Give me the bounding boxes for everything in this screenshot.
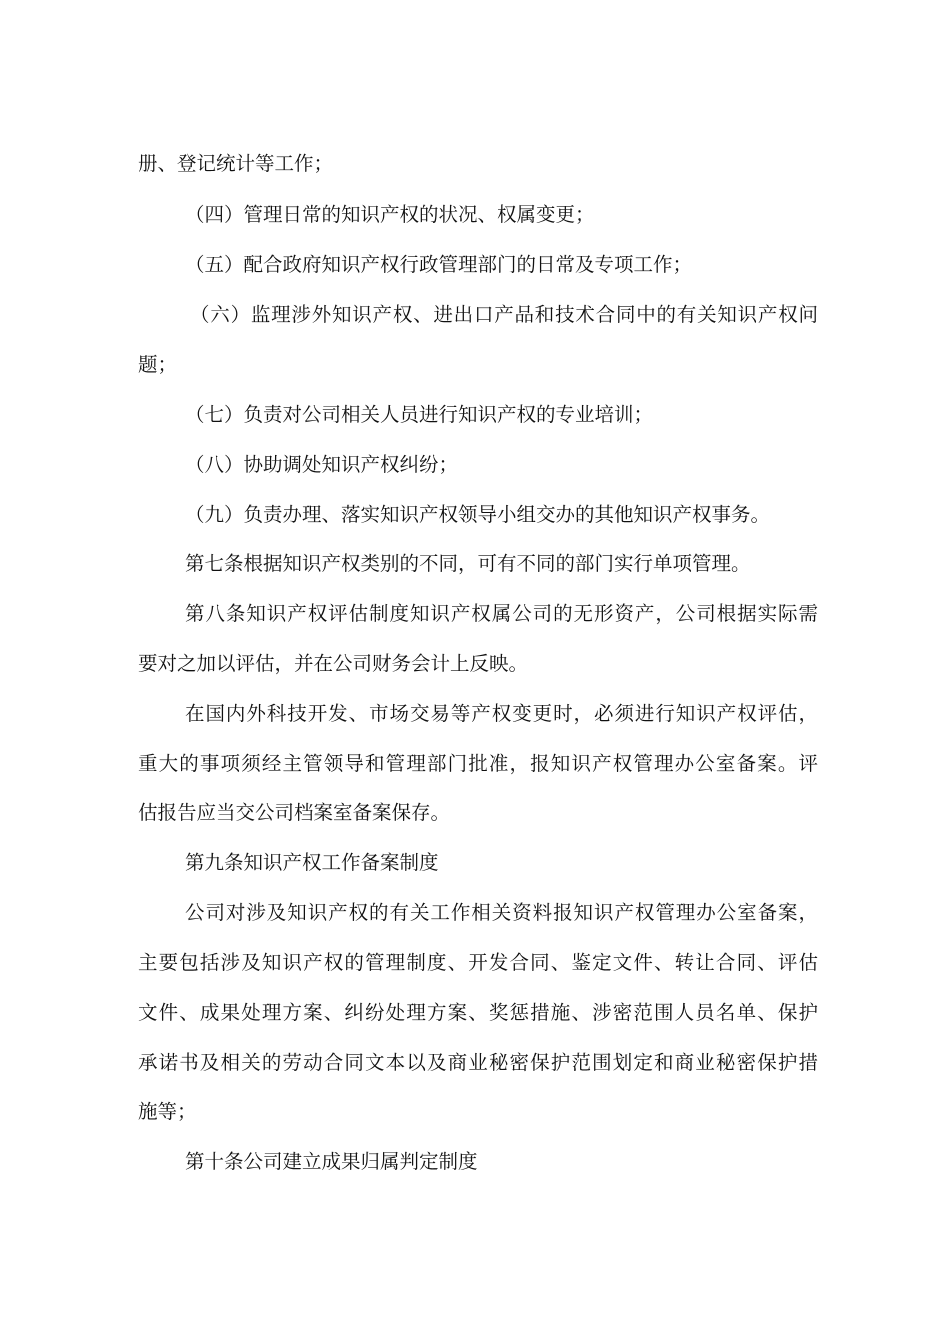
list-item-6: （六）监理涉外知识产权、进出口产品和技术合同中的有关知识产权问 <box>190 303 818 326</box>
paragraph-line: 主要包括涉及知识产权的管理制度、开发合同、鉴定文件、转让合同、评估 <box>138 951 818 974</box>
paragraph-line: 册、登记统计等工作； <box>138 152 334 175</box>
list-item-5: （五）配合政府知识产权行政管理部门的日常及专项工作； <box>185 253 693 276</box>
list-item-7: （七）负责对公司相关人员进行知识产权的专业培训； <box>185 403 654 426</box>
paragraph-line: 文件、成果处理方案、纠纷处理方案、奖惩措施、涉密范围人员名单、保护 <box>138 1001 818 1024</box>
paragraph-line: 在国内外科技开发、市场交易等产权变更时，必须进行知识产权评估， <box>185 702 818 725</box>
list-item-4: （四）管理日常的知识产权的状况、权属变更； <box>185 203 595 226</box>
paragraph-line: 估报告应当交公司档案室备案保存。 <box>138 801 451 824</box>
article-9: 第九条知识产权工作备案制度 <box>185 851 439 874</box>
article-10: 第十条公司建立成果归属判定制度 <box>185 1150 478 1173</box>
article-8-continuation: 要对之加以评估，并在公司财务会计上反映。 <box>138 652 529 675</box>
paragraph-line: 施等； <box>138 1100 197 1123</box>
paragraph-line: 重大的事项须经主管领导和管理部门批准，报知识产权管理办公室备案。评 <box>138 752 818 775</box>
list-item-8: （八）协助调处知识产权纠纷； <box>185 453 459 476</box>
list-item-9: （九）负责办理、落实知识产权领导小组交办的其他知识产权事务。 <box>185 503 771 526</box>
paragraph-line: 承诺书及相关的劳动合同文本以及商业秘密保护范围划定和商业秘密保护措 <box>138 1051 818 1074</box>
article-7: 第七条根据知识产权类别的不同，可有不同的部门实行单项管理。 <box>185 552 751 575</box>
list-item-6-continuation: 题； <box>138 353 178 376</box>
article-8: 第八条知识产权评估制度知识产权属公司的无形资产，公司根据实际需 <box>185 602 818 625</box>
paragraph-line: 公司对涉及知识产权的有关工作相关资料报知识产权管理办公室备案， <box>185 901 818 924</box>
